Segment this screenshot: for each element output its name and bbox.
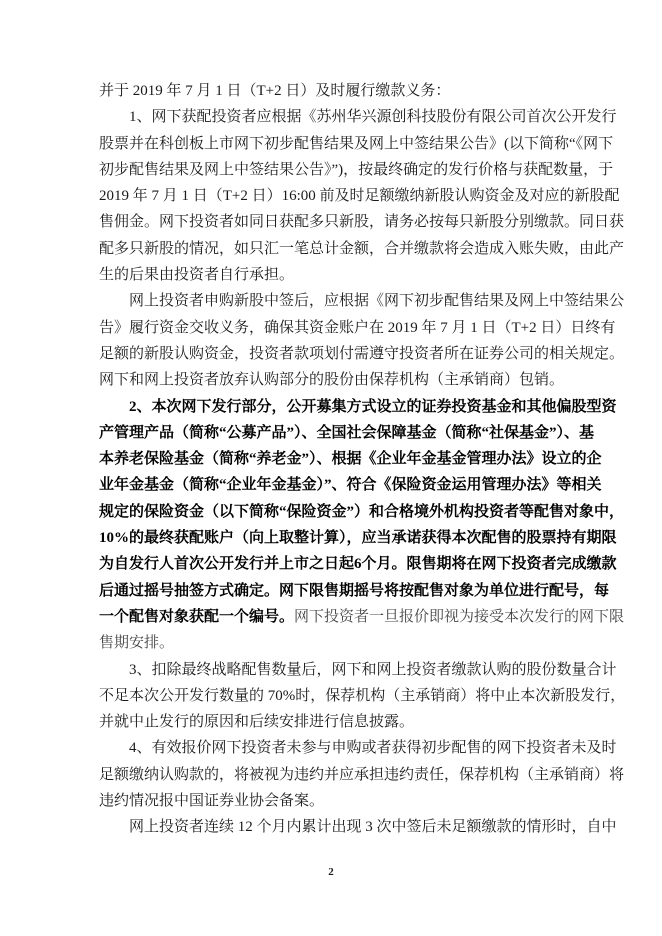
paragraph-online-default (99, 814, 617, 840)
paragraph-1 (99, 104, 625, 288)
text-line: 售佣金。网下投资者如同日获配多只新股，请务必按每只新股分别缴款。同日获 (99, 214, 625, 231)
text-line: 业年金基金（简称“企业年金基金）”、符合《保险资金运用管理办法》等相关 (99, 477, 602, 494)
text-line: 2、本次网下发行部分，公开募集方式设立的证券投资基金和其他偏股型资 (129, 398, 617, 415)
paragraph-intro (99, 78, 569, 104)
document-body (99, 78, 626, 841)
text-line: 生的后果由投资者自行承担。 (99, 267, 295, 284)
normal-text: 网下投资者一旦报价即视为接受本次发行的网下限 (294, 608, 625, 625)
text-line: 足额的新股认购资金，投资者款项划付需遵守投资者所在证券公司的相关规定。 (99, 345, 625, 362)
text-line: 足额缴纳认购款的，将被视为违约并应承担违约责任，保荐机构（主承销商）将 (99, 766, 625, 783)
text-line: 2019 年 7 月 1 日（T+2 日）16:00 前及时足额缴纳新股认购资金及对应的新股配 (99, 188, 620, 205)
page-number: 2 (328, 866, 334, 878)
paragraph-online (99, 288, 625, 393)
text-line: 网下和网上投资者放弃认购部分的股份由保荐机构（主承销商）包销。 (99, 372, 565, 389)
text-line: 10%的最终获配账户（向上取整计算），应当承诺获得本次配售的股票持有期限 (99, 530, 617, 547)
text-line: 并于 2019 年 7 月 1 日（T+2 日）及时履行缴款义务： (99, 83, 451, 99)
text-line (99, 604, 625, 630)
paragraph-4 (99, 735, 625, 814)
paragraph-3 (99, 657, 626, 736)
text-line: 为自发行人首次公开发行并上市之日起6个月。限售期将在网下投资者完成缴款 (99, 556, 617, 573)
text-line: 售期安排。 (99, 635, 175, 652)
text-line: 不足本次公开发行数量的 70%时，保荐机构（主承销商）将中止本次新股发行， (99, 687, 626, 704)
text-line: 网上投资者申购新股中签后，应根据《网下初步配售结果及网上中签结果公 (129, 293, 625, 310)
text-line: 后通过摇号抽签方式确定。网下限售期摇号将按配售对象为单位进行配号，每 (99, 582, 610, 599)
text-line: 违约情况报中国证券业协会备案。 (99, 793, 325, 810)
text-line: 1、网下获配投资者应根据《苏州华兴源创科技股份有限公司首次公开发行 (129, 109, 617, 126)
bold-text: 一个配售对象获配一个编号。 (99, 608, 295, 625)
text-line: 3、扣除最终战略配售数量后，网下和网上投资者缴款认购的股份数量合计 (129, 661, 617, 678)
text-line: 并就中止发行的原因和后续安排进行信息披露。 (99, 714, 415, 731)
text-line: 本养老保险基金（简称“养老金”）、根据《企业年金基金管理办法》设立的企 (99, 451, 602, 468)
text-line: 产管理产品（简称“公募产品”）、全国社会保障基金（简称“社保基金”）、基 (99, 424, 595, 441)
text-line: 配多只新股的情况，如只汇一笔总计金额，合并缴款将会造成入账失败，由此产 (99, 240, 625, 257)
text-line: 规定的保险资金（以下简称“保险资金”）和合格境外机构投资者等配售对象中， (99, 503, 625, 520)
text-line: 告》履行资金交收义务，确保其资金账户在 2019 年 7 月 1 日（T+2 日）日终有 (99, 319, 616, 336)
text-line: 股票并在科创板上市网下初步配售结果及网上中签结果公告》(以下简称“《网下 (99, 135, 614, 152)
text-line: 4、有效报价网下投资者未参与申购或者获得初步配售的网下投资者未及时 (129, 740, 617, 757)
text-line: 网上投资者连续 12 个月内累计出现 3 次中签后未足额缴款的情形时，自中 (129, 819, 617, 836)
text-line: 初步配售结果及网上中签结果公告》”)，按最终确定的发行价格与获配数量，于 (99, 161, 614, 178)
paragraph-2 (99, 394, 625, 657)
